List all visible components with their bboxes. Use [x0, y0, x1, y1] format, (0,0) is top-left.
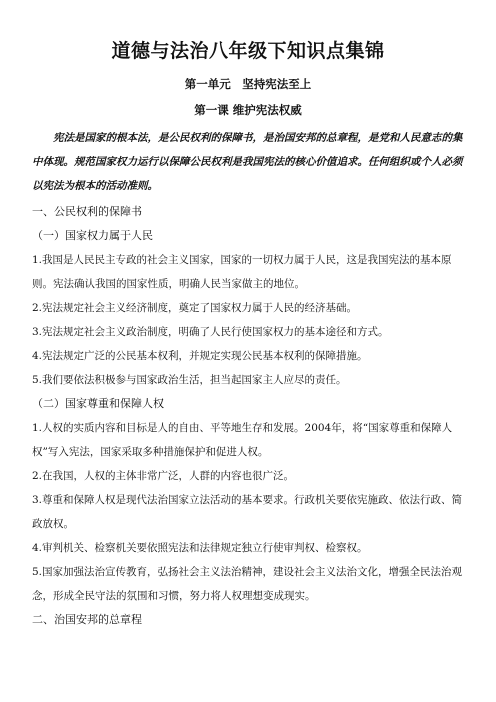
list-item: 2.在我国，人权的主体非常广泛，人群的内容也很广泛。 [32, 470, 295, 482]
list-item: 1.我国是人民民主专政的社会主义国家，国家的一切权力属于人民，这是我国宪法的基本原则。宪法确认我国的国家性质，明确人民当家做主的地位。 [32, 254, 452, 290]
list-item: 3.尊重和保障人权是现代法治国家立法活动的基本要求。行政机关要依宪施政、依法行政、简政放权。 [32, 494, 463, 530]
list-item: 5.我们要依法积极参与国家政治生活，担当起国家主人应尽的责任。 [32, 374, 347, 386]
intro-paragraph: 宪法是国家的根本法，是公民权利的保障书，是治国安邦的总章程，是党和人民意志的集中体现。规范国家权力运行以保障公民权利是我国宪法的核心价值追求。任何组织或个人必须以宪法为根本的活动准则。 [32, 132, 463, 192]
subsection-heading: （二）国家尊重和保障人权 [32, 397, 164, 410]
section-heading: 一、公民权利的保障书 [32, 205, 142, 218]
subsection-heading: （一）国家权力属于人民 [32, 229, 153, 242]
section-heading: 二、治国安邦的总章程 [32, 613, 142, 626]
list-item: 3.宪法规定社会主义政治制度，明确了人民行使国家权力的基本途径和方式。 [32, 326, 389, 338]
list-item: 1.人权的实质内容和目标是人的自由、平等地生存和发展。2004年，将“国家尊重和保障人权”写入宪法，国家采取多种措施保护和促进人权。 [32, 422, 453, 458]
unit-title: 第一单元 坚持宪法至上 [184, 77, 312, 91]
document-title: 道德与法治八年级下知识点集锦 [111, 40, 385, 62]
lesson-title: 第一课 维护宪法权威 [194, 103, 302, 117]
list-item: 5.国家加强法治宣传教育，弘扬社会主义法治精神，建设社会主义法治文化，增强全民法治观念，形成全民守法的氛围和习惯，努力将人权理想变成现实。 [32, 566, 463, 602]
list-item: 4.审判机关、检察机关要依照宪法和法律规定独立行使审判权、检察权。 [32, 542, 368, 554]
list-item: 4.宪法规定广泛的公民基本权利，并规定实现公民基本权利的保障措施。 [32, 350, 368, 362]
document-body [32, 200, 466, 632]
list-item: 2.宪法规定社会主义经济制度，奠定了国家权力属于人民的经济基础。 [32, 302, 358, 314]
